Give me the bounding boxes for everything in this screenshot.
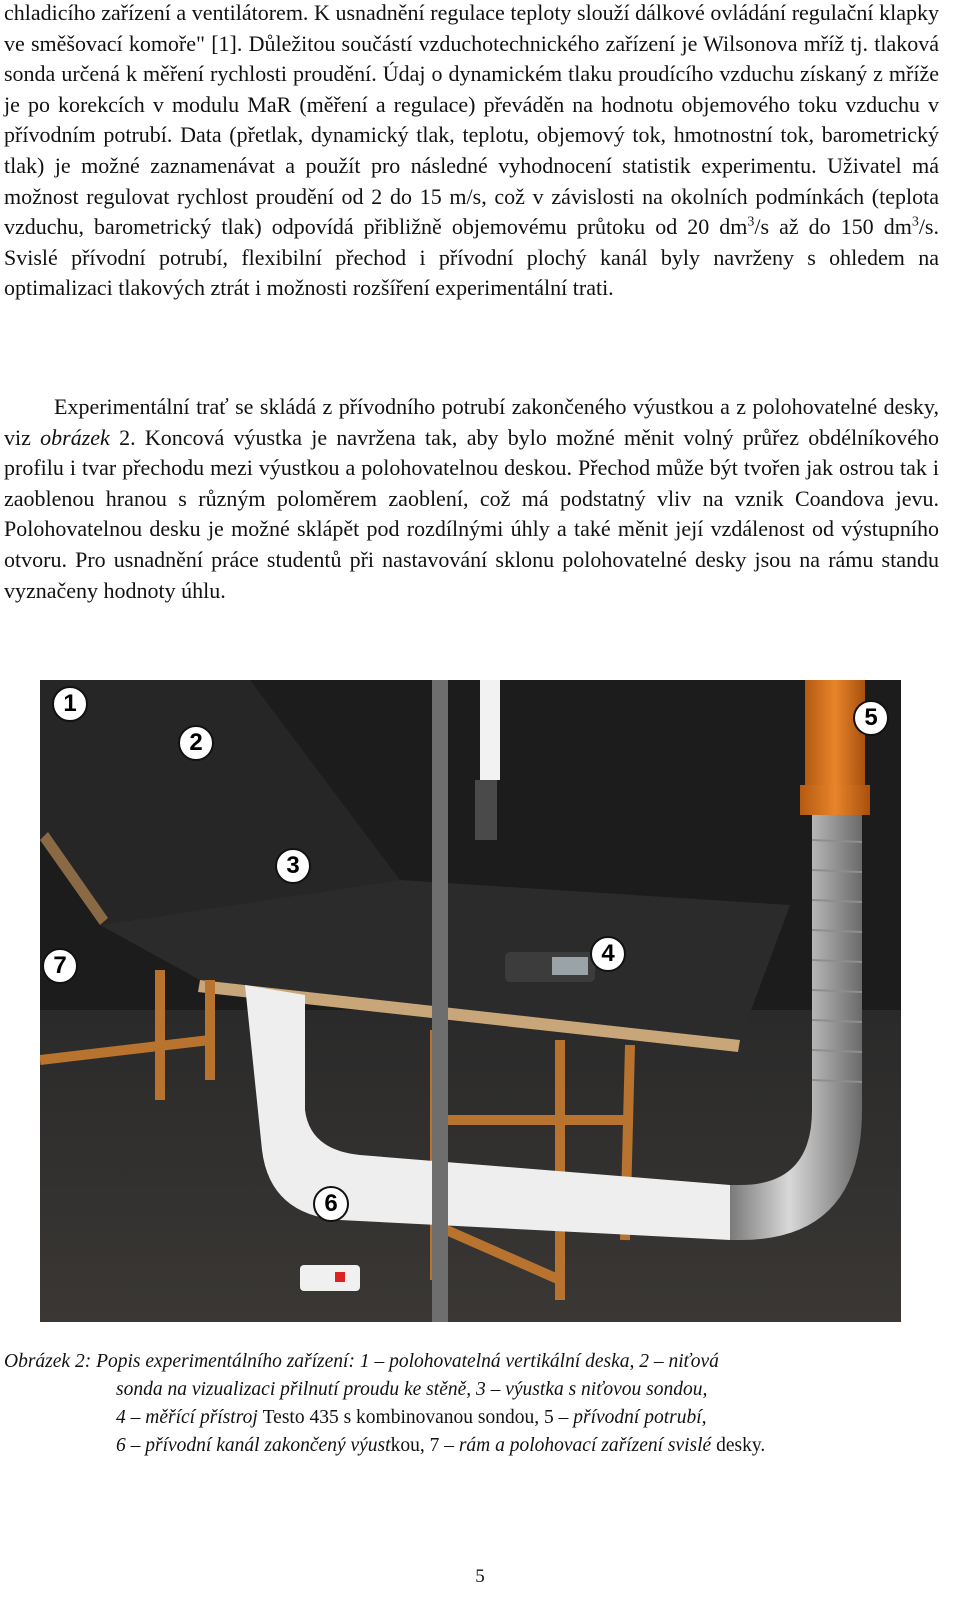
- caption-text: Testo 435 s kombinovanou sondou, 5 –: [262, 1407, 574, 1428]
- figure-reference: obrázek: [40, 424, 110, 450]
- label-badge-3: 3: [275, 848, 311, 884]
- caption-line-1: [4, 1348, 939, 1376]
- paragraph-text: Experimentální trať se skládá z přívodního potrubí zakončeného výustkou a z polohovatelné desky, viz: [4, 394, 939, 450]
- label-badge-6: 6: [313, 1186, 349, 1222]
- caption-text: rám a polohovací zařízení svislé: [458, 1435, 712, 1456]
- superscript: 3: [747, 214, 755, 230]
- caption-text: desky.: [711, 1435, 766, 1456]
- caption-line-4: [4, 1432, 939, 1460]
- page-number: 5: [475, 1566, 485, 1587]
- caption-text: Obrázek 2: Popis experimentálního zařízení: 1 – polohovatelná vertikální deska, 2 – niťová: [4, 1351, 719, 1372]
- caption-line-2: [4, 1376, 939, 1404]
- paragraph-text: chladicího zařízení a ventilátorem. K usnadnění regulace teploty slouží dálkové ovládání regulační klapky ve směšovací komoře" [1]. Důležitou součástí vzduchotechnického zařízení je Wilsonova mříž tj. tlaková sonda určená k měření rychlosti proudění. Údaj o dynamickém tlaku proudícího vzduchu získaný z mříže je po korekcích v modulu MaR (měření a regulace) převáděn na hodnotu objemového toku vzduchu v přívodním potrubí. Data (přetlak, dynamický tlak, teplotu, objemový tok, hmotnostní tok, barometrický tlak) je možné zaznamenávat a použít pro následné vyhodnocení statistik experimentu. Uživatel má možnost regulovat rychlost proudění od 2 do 15 m/s, což v závislosti na okolních podmínkách (teplota vzduchu, barometrický tlak) odpovídá přibližně objemovému průtoku od 20 dm: [4, 0, 939, 240]
- experiment-photo-illustration: [40, 680, 901, 1322]
- body-paragraph-2: [4, 392, 939, 606]
- figure-caption: [4, 1348, 939, 1460]
- caption-text: přívodní potrubí,: [573, 1407, 707, 1428]
- paragraph-text: /s až do 150 dm: [754, 214, 912, 240]
- paragraph-text: /s. Svislé přívodní potrubí, flexibilní přechod i přívodní plochý kanál byly navrženy s ohledem na optimalizaci tlakových ztrát i možnosti rozšíření experimentální trati.: [4, 214, 939, 301]
- label-badge-4: 4: [590, 936, 626, 972]
- paragraph-text: 2. Koncová výustka je navržena tak, aby bylo možné měnit volný průřez obdélníkového profilu i tvar přechodu mezi výustkou a polohovatelnou deskou. Přechod může být tvořen jak ostrou tak i zaoblenou hranou s různým poloměrem zaoblení, což má podstatný vliv na vznik Coandova jevu. Polohovatelnou desku je možné sklápět pod rozdílnými úhly a také měnit její vzdálenost od výstupního otvoru. Pro usnadnění práce studentů při nastavování sklonu polohovatelné desky jsou na rámu standu vyznačeny hodnoty úhlu.: [4, 424, 939, 603]
- superscript: 3: [911, 214, 919, 230]
- caption-text: 6 – přívodní kanál zakončený výust: [116, 1435, 391, 1456]
- caption-line-3: [4, 1404, 939, 1432]
- caption-text: sonda na vizualizaci přilnutí proudu ke stěně, 3 – výustka s niťovou sondou,: [116, 1379, 708, 1400]
- caption-text: kou, 7 –: [390, 1435, 459, 1456]
- experiment-photo: [40, 680, 901, 1322]
- label-badge-7: 7: [42, 948, 78, 984]
- body-paragraph-1: [4, 0, 939, 304]
- label-badge-5: 5: [853, 700, 889, 736]
- label-badge-2: 2: [178, 725, 214, 761]
- caption-text: 4 – měřící přístroj: [116, 1407, 263, 1428]
- label-badge-1: 1: [52, 686, 88, 722]
